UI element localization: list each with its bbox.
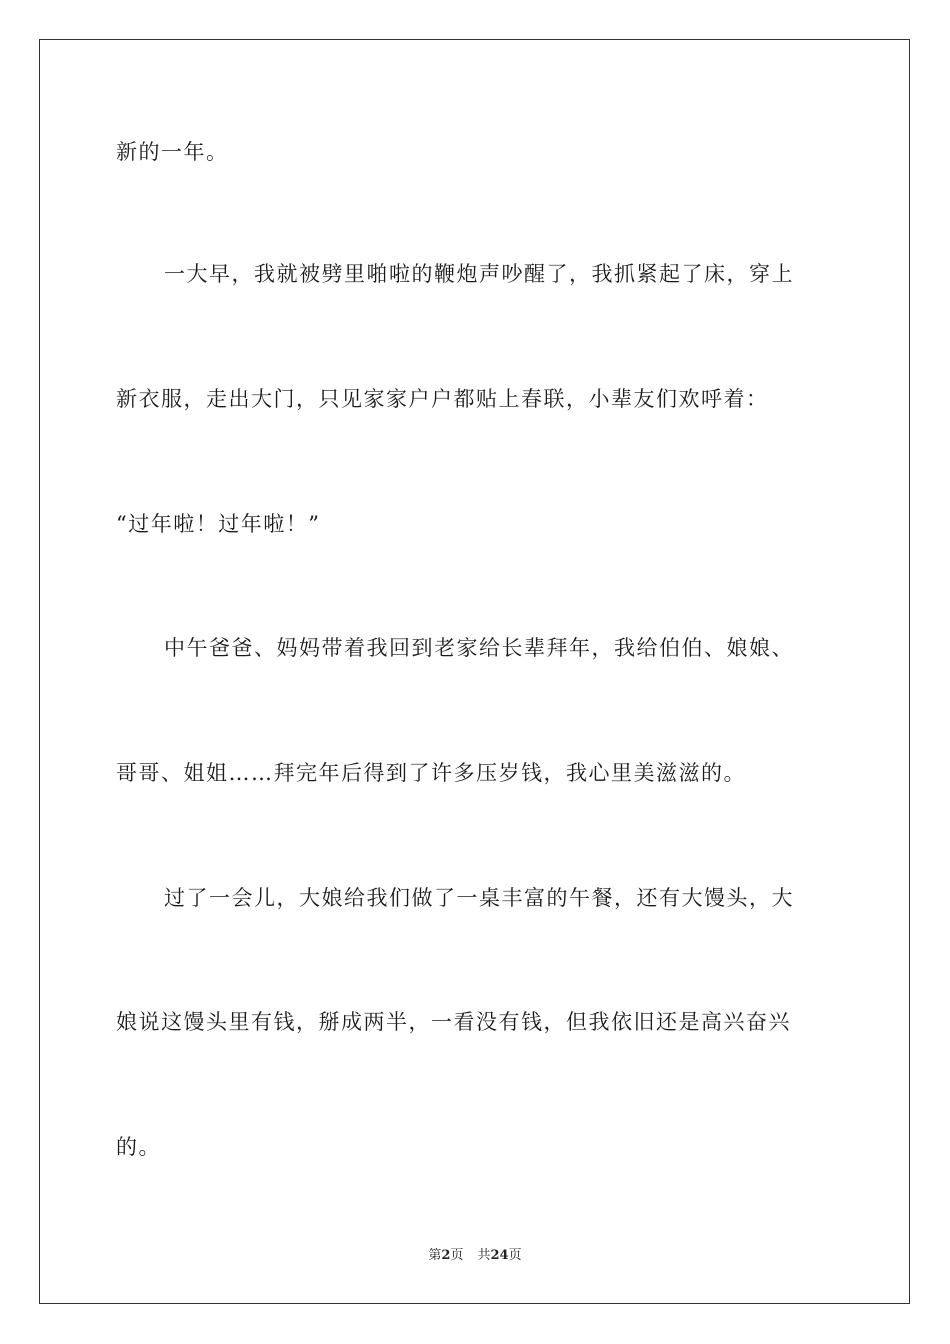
page-label-suffix: 页 bbox=[450, 1248, 464, 1263]
page-label-prefix: 第 bbox=[428, 1248, 442, 1263]
paragraph-line: 的。 bbox=[116, 1135, 161, 1159]
page-border bbox=[39, 39, 910, 1304]
total-pages: 24 bbox=[490, 1248, 509, 1263]
paragraph-line: 中午爸爸、妈妈带着我回到老家给长辈拜年，我给伯伯、娘娘、 bbox=[164, 636, 794, 660]
paragraph-line: 一大早，我就被劈里啪啦的鞭炮声吵醒了，我抓紧起了床，穿上 bbox=[164, 262, 794, 286]
page-number: 2 bbox=[441, 1248, 451, 1263]
paragraph-line: 新的一年。 bbox=[116, 140, 229, 164]
page-footer bbox=[0, 1247, 950, 1265]
paragraph-line: 娘说这馒头里有钱，掰成两半，一看没有钱，但我依旧还是高兴奋兴 bbox=[116, 1010, 791, 1034]
paragraph-line: 新衣服，走出大门，只见家家户户都贴上春联，小辈友们欢呼着： bbox=[116, 387, 769, 411]
paragraph-line: 哥哥、姐姐……拜完年后得到了许多压岁钱，我心里美滋滋的。 bbox=[116, 761, 746, 785]
total-label-suffix: 页 bbox=[508, 1248, 522, 1263]
paragraph-line: “过年啦！过年啦！” bbox=[116, 512, 321, 536]
paragraph-line: 过了一会儿，大娘给我们做了一桌丰富的午餐，还有大馒头，大 bbox=[164, 886, 794, 910]
total-label-prefix: 共 bbox=[477, 1248, 491, 1263]
